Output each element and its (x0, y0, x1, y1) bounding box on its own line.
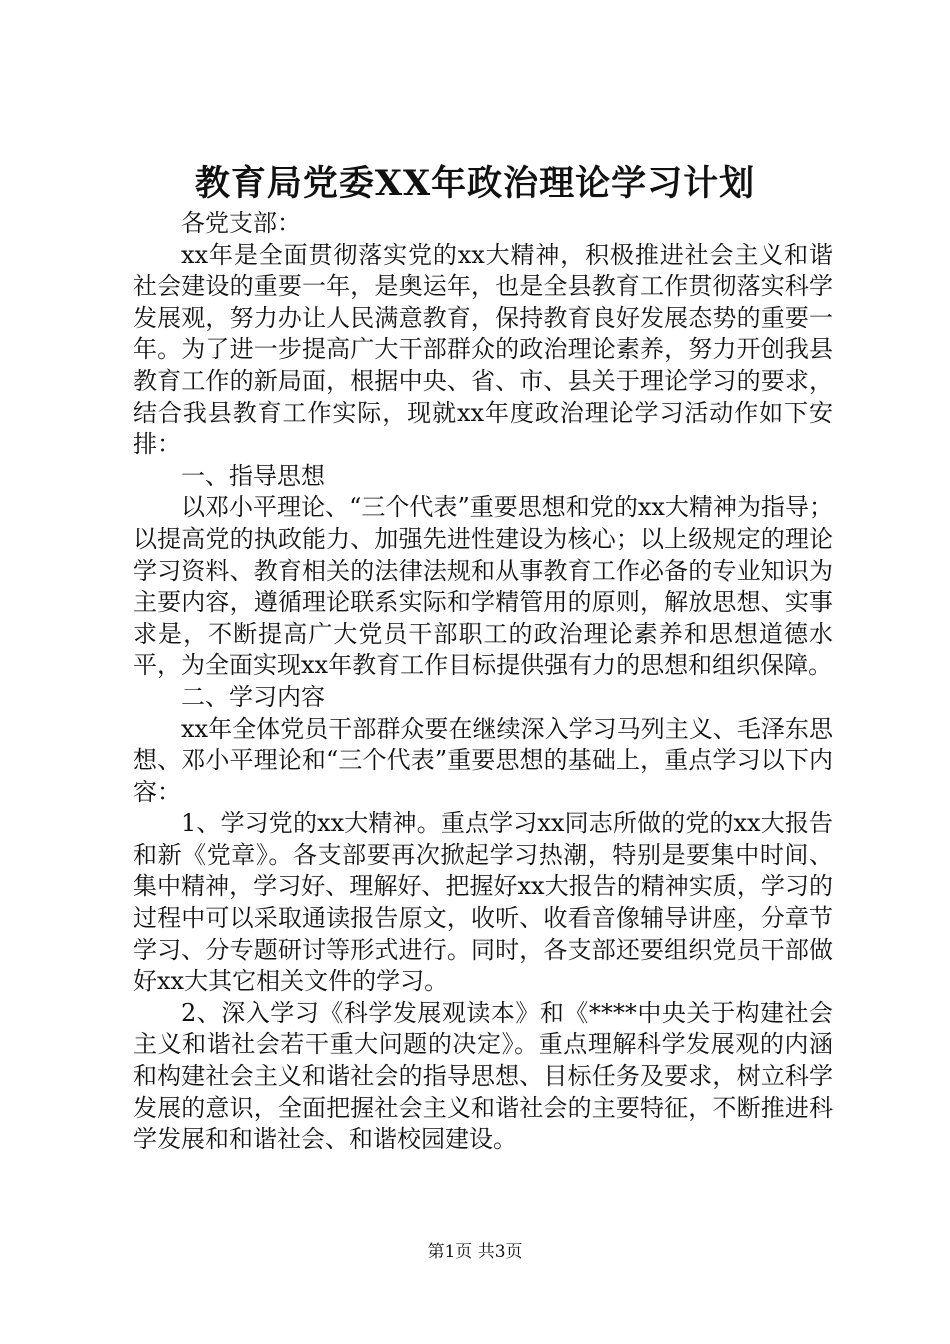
section-heading-guiding-ideology: 一、指导思想 (181, 461, 325, 490)
intro-paragraph: xx年是全面贯彻落实党的xx大精神，积极推进社会主义和谐社会建设的重要一年，是奥运年，也是全县教育工作贯彻落实科学发展观，努力办让人民满意教育，保持教育良好发展态势的重要一年。为了进一步提高广大干部群众的政治理论素养，努力开创我县教育工作的新局面，根据中央、省、市、县关于理论学习的要求，结合我县教育工作实际，现就xx年度政治理论学习活动作如下安排： (133, 240, 833, 459)
study-content-paragraph: xx年全体党员干部群众要在继续深入学习马列主义、毛泽东思想、邓小平理论和“三个代表”重要思想的基础上，重点学习以下内容： (133, 714, 833, 806)
document-body (133, 208, 833, 1156)
study-item-1: 1、学习党的xx大精神。重点学习xx同志所做的党的xx大报告和新《党章》。各支部要再次掀起学习热潮，特别是要集中时间、集中精神，学习好、理解好、把握好xx大报告的精神实质，学习的过程中可以采取通读报告原文，收听、收看音像辅导讲座，分章节学习、分专题研讨等形式进行。同时，各支部还要组织党员干部做好xx大其它相关文件的学习。 (133, 809, 833, 996)
document-title: 教育局党委XX年政治理论学习计划 (194, 163, 756, 204)
study-item-2: 2、深入学习《科学发展观读本》和《****中央关于构建社会主义和谐社会若干重大问题的决定》。重点理解科学发展观的内涵和构建社会主义和谐社会的指导思想、目标任务及要求，树立科学发展的意识，全面把握社会主义和谐社会的主要特征，不断推进科学发展和和谐社会、和谐校园建设。 (133, 998, 833, 1154)
section-heading-study-content: 二、学习内容 (181, 682, 325, 711)
salutation: 各党支部： (181, 209, 301, 237)
guiding-ideology-paragraph: 以邓小平理论、“三个代表”重要思想和党的xx大精神为指导；以提高党的执政能力、加强先进性建设为核心；以上级规定的理论学习资料、教育相关的法律法规和从事教育工作必备的专业知识为主要内容，遵循理论联系实际和学精管用的原则，解放思想、实事求是，不断提高广大党员干部职工的政治理论素养和思想道德水平，为全面实现xx年教育工作目标提供强有力的思想和组织保障。 (133, 493, 833, 680)
page-number-footer: 第1页 共3页 (427, 1242, 523, 1262)
